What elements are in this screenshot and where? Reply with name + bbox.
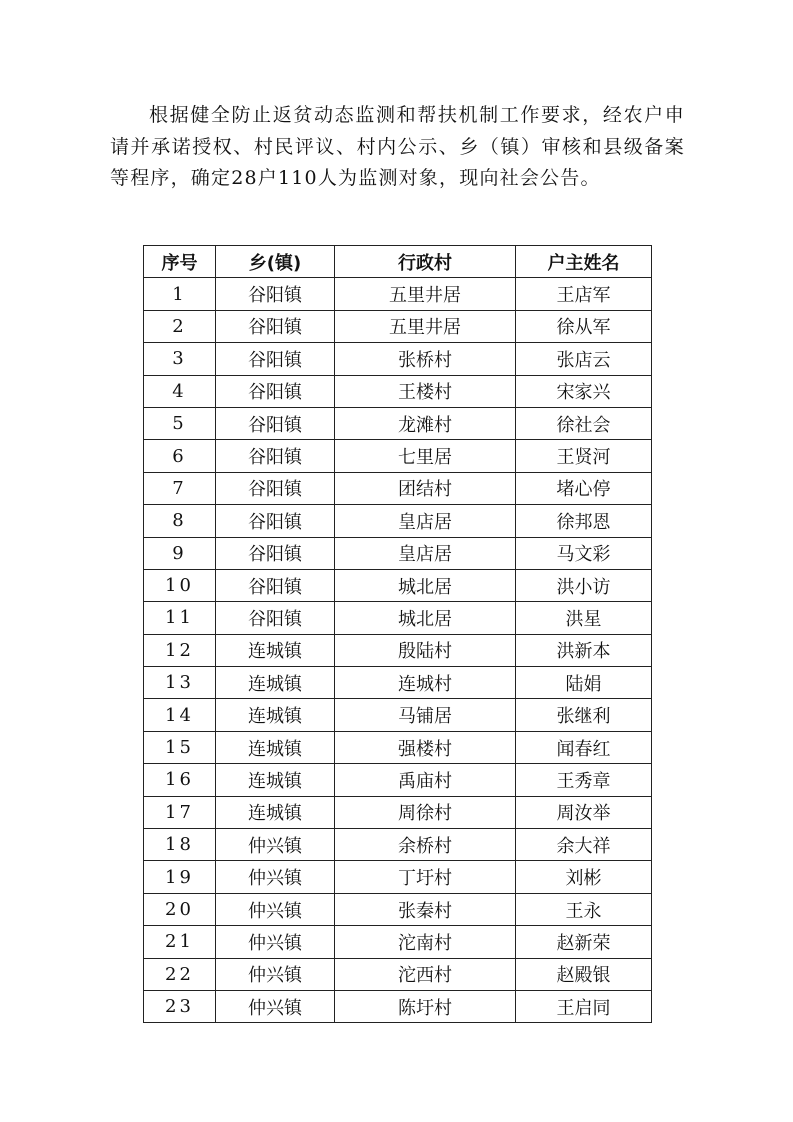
- serial-cell: 15: [144, 731, 216, 763]
- table-row: [144, 569, 652, 601]
- township-cell: 谷阳镇: [216, 537, 335, 569]
- township-cell: 仲兴镇: [216, 861, 335, 893]
- household-head-cell: 王贤河: [516, 440, 652, 472]
- header-serial: 序号: [144, 246, 216, 278]
- township-cell: 仲兴镇: [216, 958, 335, 990]
- table-row: [144, 926, 652, 958]
- household-head-cell: 洪星: [516, 602, 652, 634]
- serial-cell: 22: [144, 958, 216, 990]
- serial-cell: 6: [144, 440, 216, 472]
- village-cell: 皇店居: [335, 537, 516, 569]
- serial-cell: 5: [144, 407, 216, 439]
- serial-cell: 21: [144, 926, 216, 958]
- village-cell: 周徐村: [335, 796, 516, 828]
- table-row: [144, 278, 652, 310]
- table-row: [144, 861, 652, 893]
- table-row: [144, 407, 652, 439]
- household-head-cell: 徐社会: [516, 407, 652, 439]
- village-cell: 连城村: [335, 667, 516, 699]
- table-row: [144, 440, 652, 472]
- serial-cell: 11: [144, 602, 216, 634]
- header-township: 乡(镇): [216, 246, 335, 278]
- household-head-cell: 堵心停: [516, 472, 652, 504]
- table-row: [144, 829, 652, 861]
- township-cell: 谷阳镇: [216, 505, 335, 537]
- village-cell: 强楼村: [335, 731, 516, 763]
- serial-cell: 4: [144, 375, 216, 407]
- village-cell: 龙滩村: [335, 407, 516, 439]
- serial-cell: 1: [144, 278, 216, 310]
- serial-cell: 18: [144, 829, 216, 861]
- table-row: [144, 699, 652, 731]
- table-header-row: [144, 246, 652, 278]
- household-head-cell: 王永: [516, 893, 652, 925]
- township-cell: 连城镇: [216, 731, 335, 763]
- household-head-cell: 刘彬: [516, 861, 652, 893]
- township-cell: 谷阳镇: [216, 440, 335, 472]
- village-cell: 禹庙村: [335, 764, 516, 796]
- township-cell: 连城镇: [216, 699, 335, 731]
- village-cell: 团结村: [335, 472, 516, 504]
- serial-cell: 3: [144, 343, 216, 375]
- township-cell: 仲兴镇: [216, 926, 335, 958]
- notice-paragraph: 根据健全防止返贫动态监测和帮扶机制工作要求，经农户申请并承诺授权、村民评议、村内公示、乡（镇）审核和县级备案等程序，确定28户110人为监测对象，现向社会公告。: [110, 104, 685, 189]
- township-cell: 谷阳镇: [216, 602, 335, 634]
- table-row: [144, 731, 652, 763]
- table-row: [144, 667, 652, 699]
- township-cell: 谷阳镇: [216, 569, 335, 601]
- household-head-cell: 张店云: [516, 343, 652, 375]
- table-row: [144, 796, 652, 828]
- township-cell: 谷阳镇: [216, 310, 335, 342]
- serial-cell: 10: [144, 569, 216, 601]
- household-head-cell: 王启同: [516, 990, 652, 1022]
- header-village: 行政村: [335, 246, 516, 278]
- household-head-cell: 闻春红: [516, 731, 652, 763]
- village-cell: 五里井居: [335, 310, 516, 342]
- village-cell: 沱南村: [335, 926, 516, 958]
- village-cell: 七里居: [335, 440, 516, 472]
- table-row: [144, 893, 652, 925]
- township-cell: 连城镇: [216, 764, 335, 796]
- township-cell: 谷阳镇: [216, 375, 335, 407]
- village-cell: 城北居: [335, 569, 516, 601]
- household-head-cell: 王秀章: [516, 764, 652, 796]
- village-cell: 沱西村: [335, 958, 516, 990]
- household-head-cell: 马文彩: [516, 537, 652, 569]
- table-row: [144, 602, 652, 634]
- township-cell: 连城镇: [216, 634, 335, 666]
- township-cell: 谷阳镇: [216, 472, 335, 504]
- village-cell: 马铺居: [335, 699, 516, 731]
- serial-cell: 12: [144, 634, 216, 666]
- serial-cell: 14: [144, 699, 216, 731]
- table-row: [144, 634, 652, 666]
- village-cell: 殷陆村: [335, 634, 516, 666]
- household-head-cell: 张继利: [516, 699, 652, 731]
- household-head-cell: 赵新荣: [516, 926, 652, 958]
- table-row: [144, 343, 652, 375]
- village-cell: 皇店居: [335, 505, 516, 537]
- table-row: [144, 505, 652, 537]
- header-household-head: 户主姓名: [516, 246, 652, 278]
- household-head-cell: 陆娟: [516, 667, 652, 699]
- household-head-cell: 徐从军: [516, 310, 652, 342]
- table-row: [144, 375, 652, 407]
- serial-cell: 8: [144, 505, 216, 537]
- township-cell: 连城镇: [216, 667, 335, 699]
- village-cell: 五里井居: [335, 278, 516, 310]
- township-cell: 仲兴镇: [216, 990, 335, 1022]
- township-cell: 谷阳镇: [216, 407, 335, 439]
- township-cell: 谷阳镇: [216, 343, 335, 375]
- serial-cell: 17: [144, 796, 216, 828]
- serial-cell: 23: [144, 990, 216, 1022]
- village-cell: 张秦村: [335, 893, 516, 925]
- village-cell: 丁圩村: [335, 861, 516, 893]
- household-head-cell: 赵殿银: [516, 958, 652, 990]
- monitoring-table: [143, 245, 652, 1023]
- serial-cell: 20: [144, 893, 216, 925]
- household-head-cell: 王店军: [516, 278, 652, 310]
- village-cell: 城北居: [335, 602, 516, 634]
- serial-cell: 9: [144, 537, 216, 569]
- serial-cell: 16: [144, 764, 216, 796]
- household-head-cell: 徐邦恩: [516, 505, 652, 537]
- township-cell: 连城镇: [216, 796, 335, 828]
- household-head-cell: 洪小访: [516, 569, 652, 601]
- table-row: [144, 472, 652, 504]
- village-cell: 余桥村: [335, 829, 516, 861]
- township-cell: 仲兴镇: [216, 829, 335, 861]
- village-cell: 陈圩村: [335, 990, 516, 1022]
- household-head-cell: 周汝举: [516, 796, 652, 828]
- serial-cell: 7: [144, 472, 216, 504]
- household-head-cell: 宋家兴: [516, 375, 652, 407]
- serial-cell: 13: [144, 667, 216, 699]
- table-row: [144, 537, 652, 569]
- household-head-cell: 洪新本: [516, 634, 652, 666]
- household-head-cell: 余大祥: [516, 829, 652, 861]
- table-row: [144, 958, 652, 990]
- serial-cell: 2: [144, 310, 216, 342]
- village-cell: 张桥村: [335, 343, 516, 375]
- serial-cell: 19: [144, 861, 216, 893]
- township-cell: 仲兴镇: [216, 893, 335, 925]
- township-cell: 谷阳镇: [216, 278, 335, 310]
- village-cell: 王楼村: [335, 375, 516, 407]
- table-row: [144, 990, 652, 1022]
- table-row: [144, 764, 652, 796]
- table-row: [144, 310, 652, 342]
